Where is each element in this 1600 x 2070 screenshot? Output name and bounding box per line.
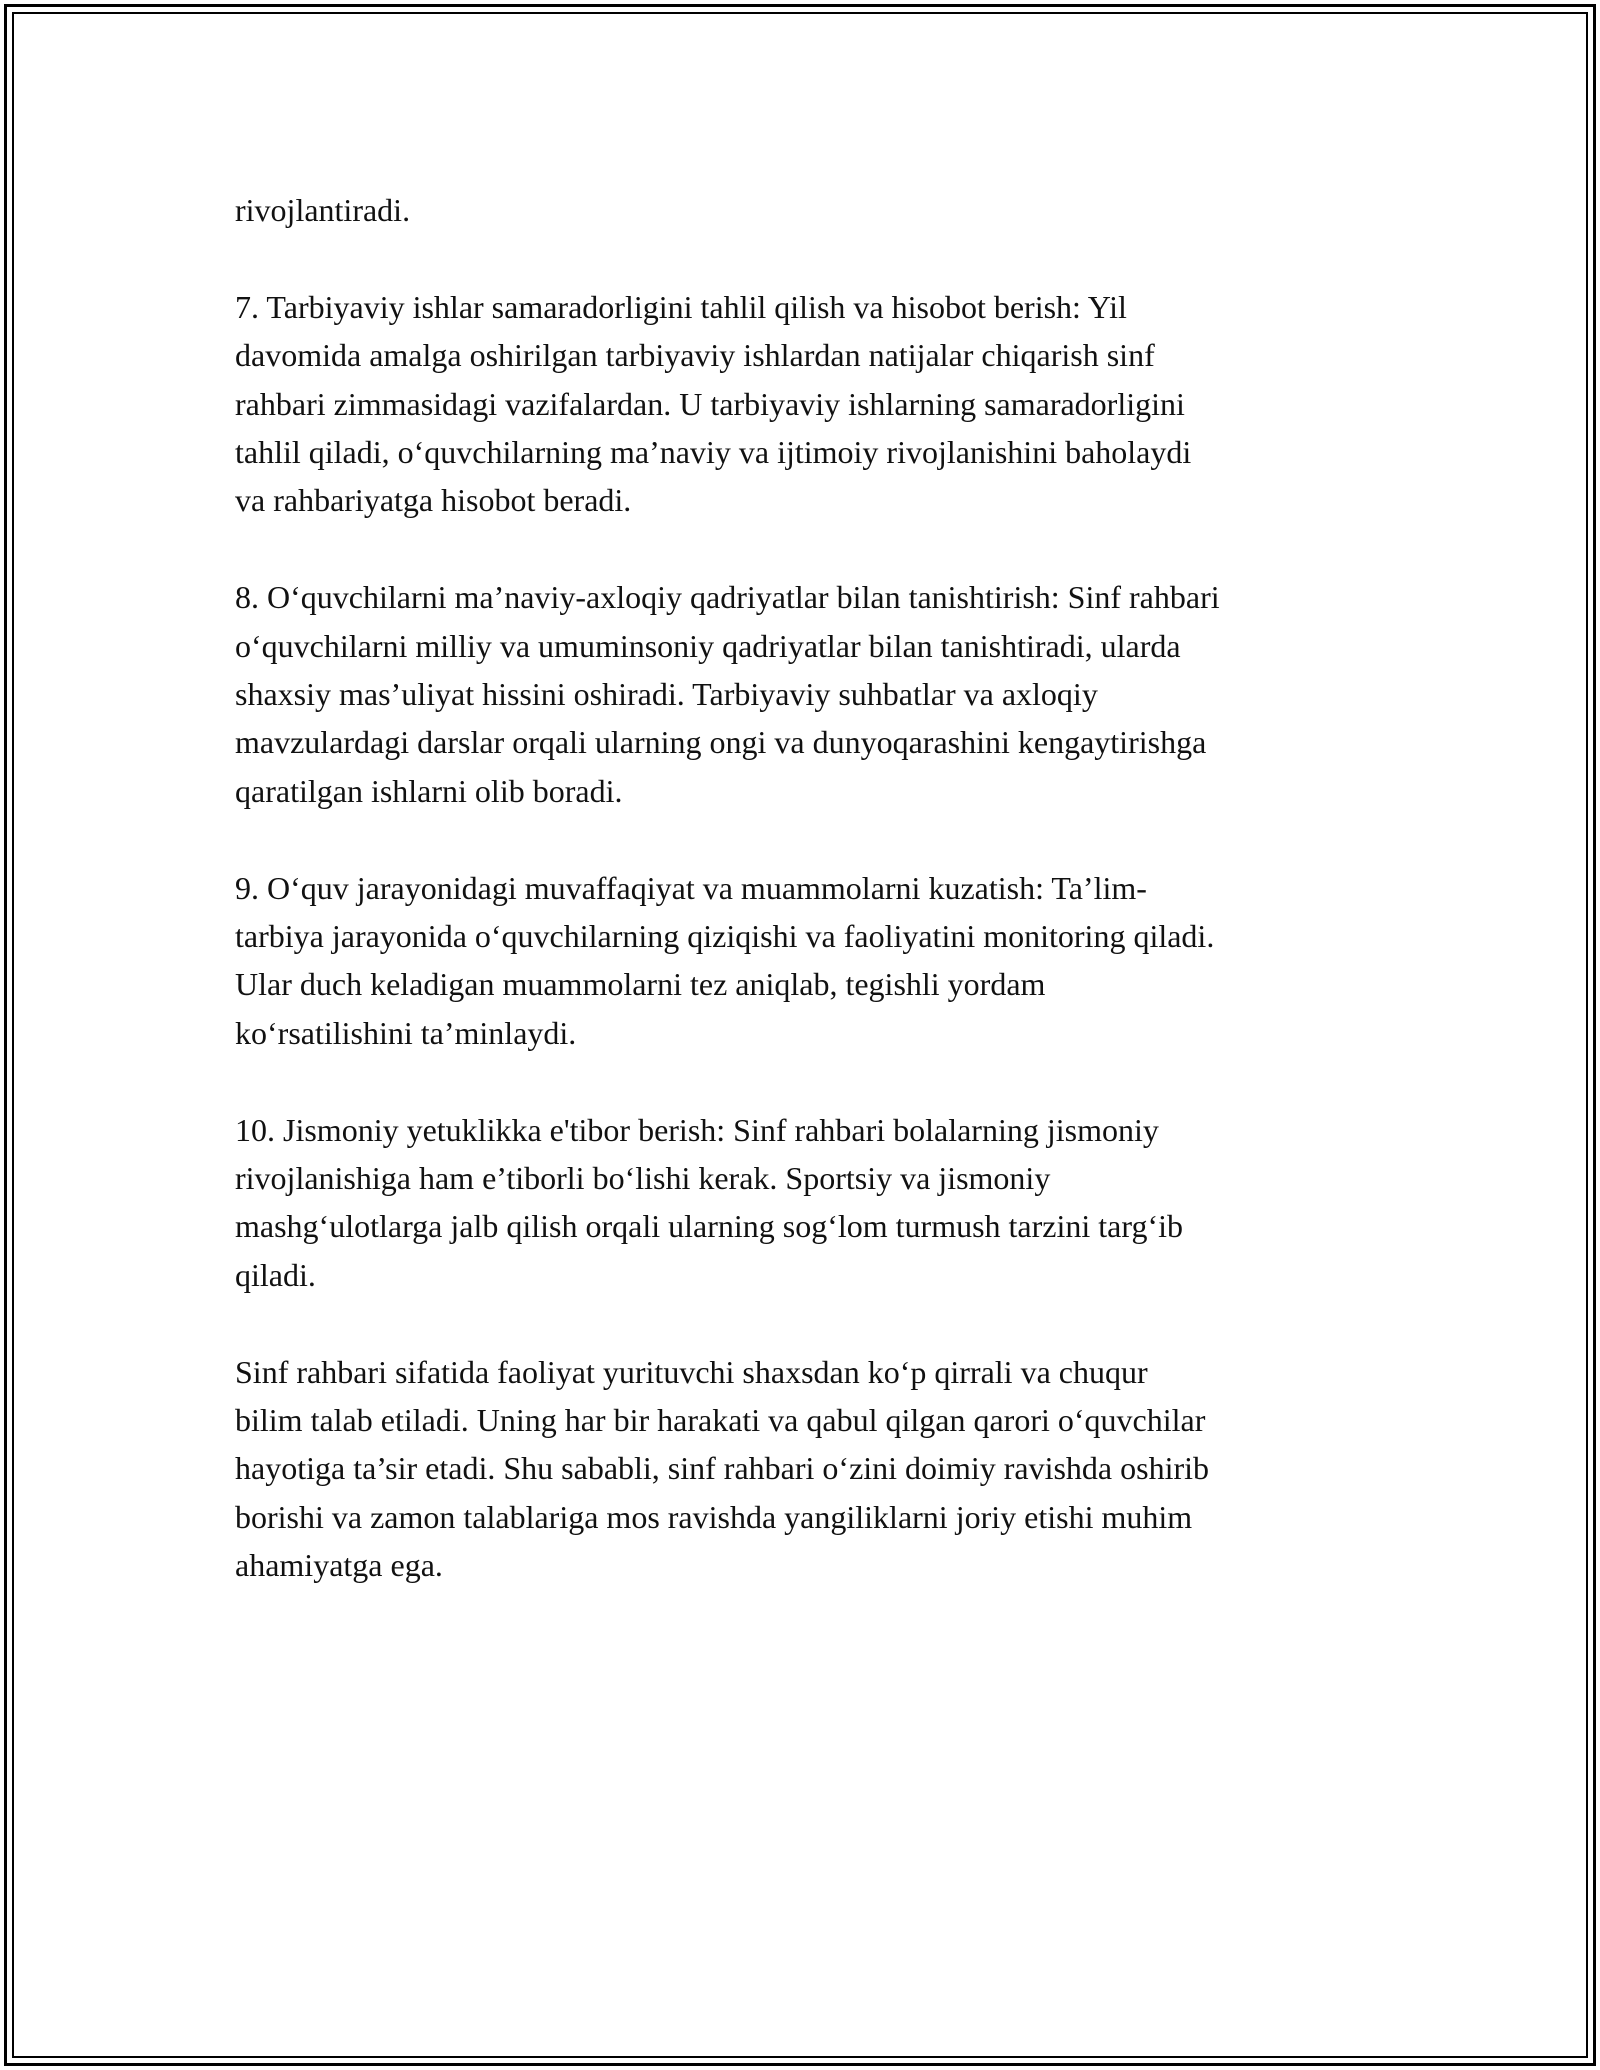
paragraph-continuation: rivojlantiradi. — [235, 192, 411, 228]
paragraph-item-8: 8. O‘quvchilarni ma’naviy-axloqiy qadriyatlar bilan tanishtirish: Sinf rahbari o‘quvchilarni milliy va umuminsoniy qadriyatlar bilan tanishtiradi, ularda shaxsiy mas’uliyat hissini oshiradi. Tarbiyaviy suhbatlar va axloqiy mavzulardagi darslar orqali ularning ongi va dunyoqarashini kengaytirishga qaratilgan ishlarni olib boradi. — [235, 579, 1220, 809]
paragraph-item-7: 7. Tarbiyaviy ishlar samaradorligini tahlil qilish va hisobot berish: Yil davomida amalga oshirilgan tarbiyaviy ishlardan natijalar chiqarish sinf rahbari zimmasidagi vazifalardan. U tarbiyaviy ishlarning samaradorligini tahlil qiladi, o‘quvchilarning ma’naviy va ijtimoiy rivojlanishini baholaydi va rahbariyatga hisobot beradi. — [235, 288, 1192, 519]
paragraph-item-10: 10. Jismoniy yetuklikka e'tibor berish: Sinf rahbari bolalarning jismoniy rivojlanishiga ham e’tiborli bo‘lishi kerak. Sportsiy va jismoniy mashg‘ulotlarga jalb qilish orqali ularning sog‘lom turmush tarzini targ‘ib qiladi. — [235, 1111, 1183, 1293]
document-body — [235, 186, 1375, 1638]
paragraph-item-9: 9. O‘quv jarayonidagi muvaffaqiyat va muammolarni kuzatish: Ta’lim- tarbiya jarayonida o‘quvchilarning qiziqishi va faoliyatini monitoring qiladi. Ular duch keladigan muammolarni tez aniqlab, tegishli yordam ko‘rsatilishini ta’minlaydi. — [235, 869, 1215, 1051]
paragraph-conclusion: Sinf rahbari sifatida faoliyat yurituvchi shaxsdan ko‘p qirrali va chuqur bilim talab etiladi. Uning har bir harakati va qabul qilgan qarori o‘quvchilar hayotiga ta’sir etadi. Shu sababli, sinf rahbari o‘zini doimiy ravishda oshirib borishi va zamon talablariga mos ravishda yangiliklarni joriy etishi muhim ahamiyatga ega. — [235, 1353, 1210, 1584]
